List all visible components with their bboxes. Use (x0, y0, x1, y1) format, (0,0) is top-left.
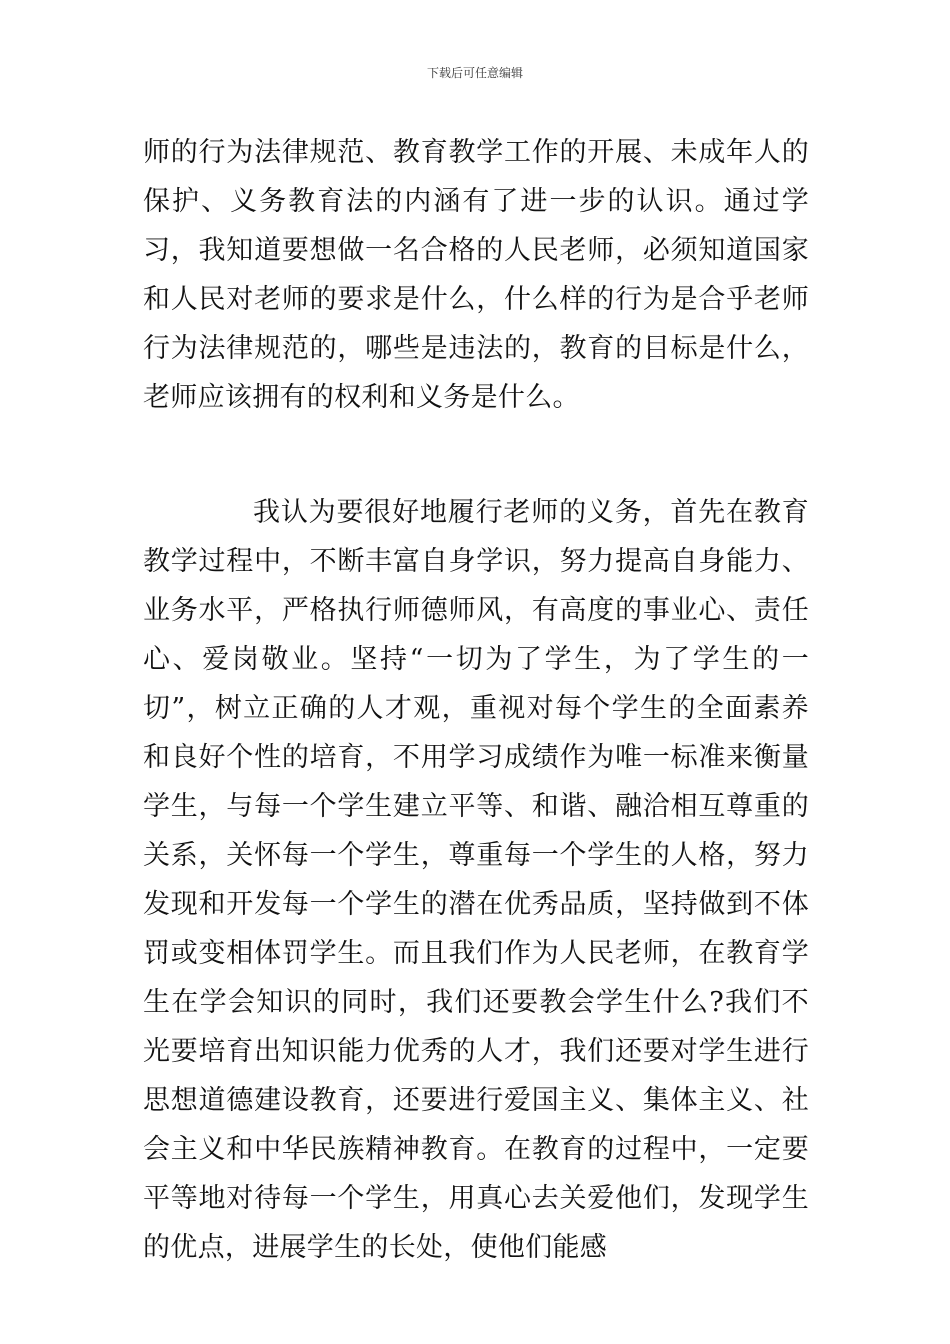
paragraph-1: 师的行为法律规范、教育教学工作的开展、未成年人的保护、义务教育法的内涵有了进一步的认识。通过学习，我知道要想做一名合格的人民老师，必须知道国家和人民对老师的要求是什么，什么样的行为是合乎老师行为法律规范的，哪些是违法的，教育的目标是什么，老师应该拥有的权利和义务是什么。 (143, 137, 809, 413)
page-header: 下载后可任意编辑 (426, 66, 523, 80)
paragraph-2: 我认为要很好地履行老师的义务，首先在教育教学过程中，不断丰富自身学识，努力提高自身能力、业务水平，严格执行师德师风，有高度的事业心、责任心、爱岗敬业。坚持“一切为了学生，为了学生的一切”，树立正确的人才观，重视对每个学生的全面素养和良好个性的培育，不用学习成绩作为唯一标准来衡量学生，与每一个学生建立平等、和谐、融洽相互尊重的关系，关怀每一个学生，尊重每一个学生的人格，努力发现和开发每一个学生的潜在优秀品质，坚持做到不体罚或变相体罚学生。而且我们作为人民老师，在教育学生在学会知识的同时，我们还要教会学生什么?我们不光要培育出知识能力优秀的人才，我们还要对学生进行思想道德建设教育，还要进行爱国主义、集体主义、社会主义和中华民族精神教育。在教育的过程中，一定要平等地对待每一个学生，用真心去关爱他们，发现学生的优点，进展学生的长处，使他们能感 (143, 497, 809, 1263)
document-body (143, 128, 809, 1272)
